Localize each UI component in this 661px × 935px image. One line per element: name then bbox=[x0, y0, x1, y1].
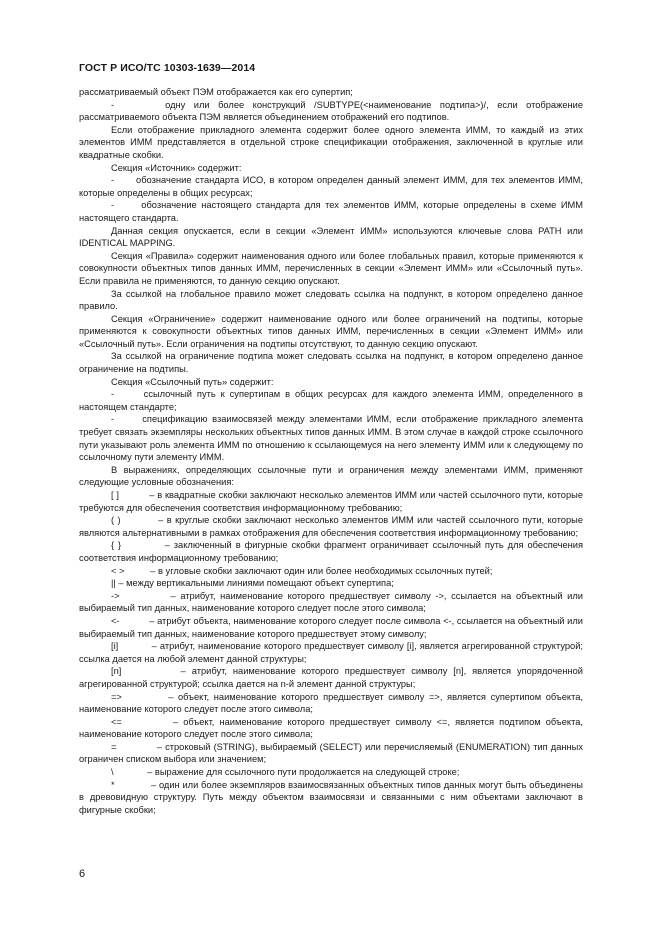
paragraph: - спецификацию взаимосвязей между элементами ИММ, если отображение прикладного элемента требует связать экземпляры нескольких объектных типов данных ИММ. В этом случае в каждой строке ссылочного пути указывают роль элемента ИММ по отношению к ссылающемуся на него элементу ИММ или к следующему по ссылочному пути элементу ИММ. bbox=[79, 414, 583, 463]
paragraph: Секция «Ссылочный путь» содержит: bbox=[111, 376, 274, 387]
paragraph: [n] – атрибут, наименование которого предшествует символу [n], является упорядоченной агрегированной структурой; ссылка дается на n-й элемент данной структуры; bbox=[79, 666, 583, 689]
paragraph: - обозначение настоящего стандарта для тех элементов ИММ, которые определены в схеме ИММ настоящего стандарта. bbox=[79, 200, 583, 223]
paragraph: За ссылкой на глобальное правило может следовать ссылка на подпункт, в котором определено данное правило. bbox=[79, 288, 583, 312]
paragraph: Если отображение прикладного элемента содержит более одного элемента ИММ, то каждый из этих элементов ИММ представляется в отдельной строке спецификации отображения, заключенной в круглые или квадратные скобки. bbox=[79, 124, 583, 160]
paragraph: рассматриваемый объект ПЭМ отображается как его супертип; bbox=[79, 87, 353, 97]
paragraph: В выражениях, определяющих ссылочные пути и ограничения между элементами ИММ, применяют следующие условные обозначения: bbox=[79, 464, 583, 488]
paragraph: { } – заключенный в фигурные скобки фрагмент ограничивает ссылочный путь для обеспечения соответствия информационному требованию; bbox=[79, 540, 583, 563]
paragraph: Секция «Источник» содержит: bbox=[111, 162, 242, 173]
paragraph: Данная секция опускается, если в секции «Элемент ИММ» используются ключевые слова PATH или IDENTICAL MAPPING. bbox=[79, 225, 583, 249]
paragraph: - одну или более конструкций /SUBTYPE(<наименование подтипа>)/, если отображение рассматриваемого объекта ПЭМ является объединением отображений его подтипов. bbox=[79, 99, 583, 123]
paragraph: ( ) – в круглые скобки заключают несколько элементов ИММ или частей ссылочного пути, которые являются альтернативными в рамках отображения для обеспечения соответствия информационному требованию; bbox=[79, 515, 583, 538]
paragraph: * – один или более экземпляров взаимосвязанных объектных типов данных могут быть объединены в древовидную структуру. Путь между объектом взаимосвязи и связанными с ним объектами заключают в фигурные скобки; bbox=[79, 779, 583, 815]
paragraph: \ – выражение для ссылочного пути продолжается на следующей строке; bbox=[111, 767, 460, 778]
document-page bbox=[79, 62, 583, 816]
paragraph: Секция «Ограничение» содержит наименование одного или более ограничений на подтипы, которые применяются к совокупности объектных типов данных ИММ, перечисленных в секции «Элемент ИММ» или «Ссылочный путь». Если ограничения на подтипы отсутствуют, то данную секцию опускают. bbox=[79, 313, 583, 349]
paragraph: || – между вертикальными линиями помещают объект супертипа; bbox=[111, 578, 394, 589]
document-body bbox=[79, 86, 583, 816]
paragraph: [ ] – в квадратные скобки заключают несколько элементов ИММ или частей ссылочного пути, которые требуются для обеспечения соответствия информационному требованию; bbox=[79, 490, 583, 513]
paragraph: За ссылкой на ограничение подтипа может следовать ссылка на подпункт, в котором определено данное ограничение на подтипы. bbox=[79, 351, 583, 375]
paragraph: -> – атрибут, наименование которого предшествует символу ->, ссылается на объектный или выбираемый тип данных, наименование которого следует после этого символа; bbox=[79, 590, 583, 614]
paragraph: Секция «Правила» содержит наименования одного или более глобальных правил, которые применяются к совокупности объектных типов данных ИММ, перечисленных в секции «Элемент ИММ» или «Ссылочный путь». Если правила не применяются, то данную секцию опускают. bbox=[79, 250, 583, 286]
paragraph: => – объект, наименование которого предшествует символу =>, является супертипом объекта, наименование которого следует после этого символа; bbox=[79, 691, 583, 715]
paragraph: <- – атрибут объекта, наименование которого следует после символа <-, ссылается на объектный или выбираемый тип данных, наименование которого предшествует этому символу; bbox=[79, 615, 583, 639]
paragraph: - ссылочный путь к супертипам в общих ресурсах для каждого элемента ИММ, определенного в настоящем стандарте; bbox=[79, 389, 583, 412]
paragraph: [i] – атрибут, наименование которого предшествует символу [i], является агрегированной структурой; ссылка дается на любой элемент данной структуры; bbox=[79, 641, 583, 664]
paragraph: < > – в угловые скобки заключают один или более необходимых ссылочных путей; bbox=[111, 565, 493, 576]
page-number: 6 bbox=[79, 868, 86, 880]
paragraph: <= – объект, наименование которого предшествует символу <=, является подтипом объекта, наименование которого следует после этого символа; bbox=[79, 716, 583, 740]
paragraph: - обозначение стандарта ИСО, в котором определен данный элемент ИММ, для тех элементов ИММ, которые определены в общих ресурсах; bbox=[79, 175, 583, 198]
document-header: ГОСТ Р ИСО/ТС 10303-1639—2014 bbox=[79, 62, 256, 74]
paragraph: = – строковый (STRING), выбираемый (SELECT) или перечисляемый (ENUMERATION) тип данных ограничен списком выбора или значением; bbox=[79, 741, 583, 765]
